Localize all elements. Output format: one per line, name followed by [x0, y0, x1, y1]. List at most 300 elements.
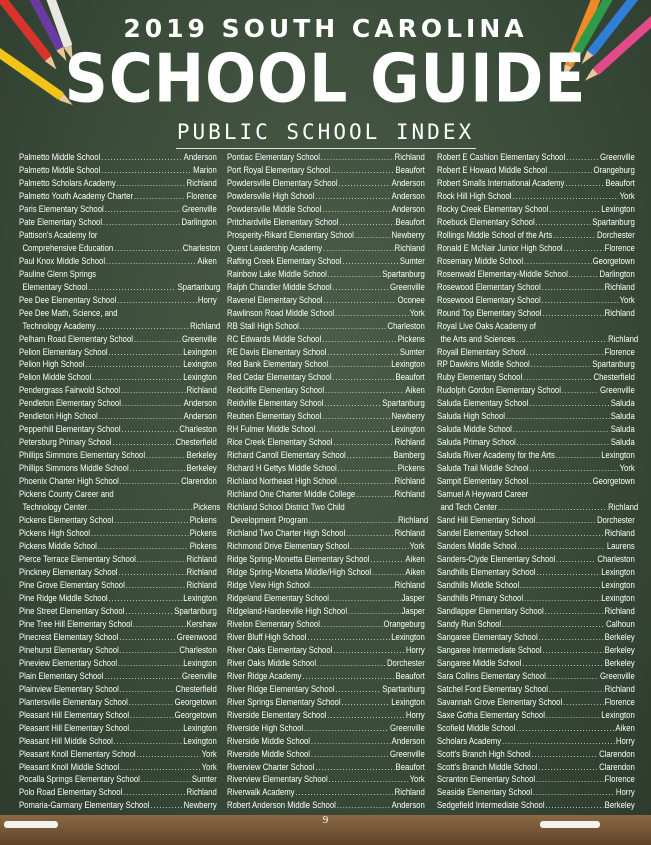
school-name: Pleasant Hill Elementary School: [19, 709, 130, 720]
school-entry: [19, 540, 217, 553]
school-entry: [227, 696, 425, 709]
dot-leader: [121, 423, 178, 436]
school-name: Richland Northeast High School: [227, 476, 337, 487]
school-name: Paris Elementary School: [19, 203, 104, 214]
school-county: Charleston: [179, 644, 217, 655]
school-county: Pickens: [189, 541, 217, 552]
school-entry: [437, 475, 635, 488]
school-entry: [19, 449, 217, 462]
school-entry: [227, 514, 428, 527]
school-entry: [227, 190, 425, 203]
school-county: Pickens: [189, 528, 217, 539]
school-county: Anderson: [183, 411, 217, 422]
school-name: Sangaree Elementary School: [437, 631, 538, 642]
school-county: Lexington: [391, 696, 425, 707]
school-entry: [19, 294, 217, 307]
dot-leader: [512, 190, 618, 203]
school-county: Calhoun: [605, 618, 635, 629]
school-name: Saluda Middle School: [437, 424, 512, 435]
school-name: Plainview Elementary School: [19, 683, 119, 694]
dot-leader: [146, 449, 186, 462]
school-entry: [437, 346, 635, 359]
school-entry: [19, 462, 217, 475]
school-entry: [19, 346, 217, 359]
school-entry: [227, 346, 425, 359]
school-name: Rosenwald Elementary-Middle School: [437, 268, 568, 279]
school-name: Sampit Elementary School: [437, 476, 529, 487]
school-county: Darlington: [599, 268, 635, 279]
school-entry: [437, 514, 635, 527]
dot-leader: [520, 579, 600, 592]
school-county: Aiken: [405, 566, 425, 577]
school-name: Pendleton High School: [19, 411, 98, 422]
school-entry: [19, 177, 217, 190]
school-entry: [437, 670, 635, 683]
school-county: Richland: [394, 579, 425, 590]
school-name: Pocalla Springs Elementary School: [19, 774, 140, 785]
dot-leader: [566, 151, 599, 164]
dot-leader: [91, 527, 189, 540]
school-name: Rudolph Gordon Elementary School: [437, 385, 561, 396]
school-entry: [437, 605, 635, 618]
school-name: River Oaks Elementary School: [227, 644, 333, 655]
school-entry: [437, 799, 635, 812]
school-name: Phillips Simmons Elementary School: [19, 450, 146, 461]
school-name: Richard Carroll Elementary School: [227, 450, 346, 461]
school-entry: [437, 774, 635, 787]
school-name: RC Edwards Middle School: [227, 333, 322, 344]
school-entry: [19, 786, 217, 799]
dot-leader: [333, 436, 394, 449]
school-county: Chesterfield: [175, 437, 217, 448]
school-entry: [227, 203, 425, 216]
school-name: Comprehensive Education: [22, 242, 114, 253]
school-county: York: [409, 541, 425, 552]
school-county: Charleston: [182, 242, 221, 253]
school-county: Richland: [186, 177, 217, 188]
school-entry: [227, 722, 425, 735]
school-name: Powdersville Middle School: [227, 203, 322, 214]
school-name: Richmond Drive Elementary School: [227, 541, 350, 552]
school-county: Horry: [405, 644, 425, 655]
dot-leader: [346, 527, 394, 540]
school-county: Horry: [197, 294, 217, 305]
school-county: Saluda: [610, 411, 635, 422]
dot-leader: [542, 644, 603, 657]
school-entry: [437, 566, 635, 579]
school-name: Robert Anderson Middle School: [227, 800, 336, 811]
school-name: Saluda Primary School: [437, 437, 516, 448]
dot-leader: [117, 177, 186, 190]
school-entry: [19, 696, 217, 709]
school-name: RE Davis Elementary School: [227, 346, 327, 357]
dot-leader: [114, 242, 182, 255]
dot-leader: [92, 371, 182, 384]
school-entry: [227, 527, 425, 540]
school-entry: [437, 333, 638, 346]
dot-leader: [120, 644, 179, 657]
school-name: Pendleton Elementary School: [19, 398, 121, 409]
school-name: RP Dawkins Middle School: [437, 359, 530, 370]
school-entry: [437, 579, 635, 592]
school-entry: [437, 268, 635, 281]
school-name: Palmetto Middle School: [19, 151, 101, 162]
dot-leader: [122, 397, 183, 410]
school-entry: [437, 527, 635, 540]
school-county: Greenville: [599, 670, 635, 681]
school-county: Lexington: [391, 631, 425, 642]
school-county: Beaufort: [605, 177, 635, 188]
school-name: the Arts and Sciences: [440, 333, 516, 344]
school-name: Riverside Middle School: [227, 748, 311, 759]
school-county: Lexington: [183, 359, 217, 370]
school-county: Richland: [394, 489, 425, 500]
school-name: Scranton Elementary School: [437, 774, 536, 785]
school-entry: [227, 371, 425, 384]
dot-leader: [338, 177, 390, 190]
dot-leader: [524, 255, 592, 268]
school-name: Seaside Elementary School: [437, 787, 533, 798]
school-name: Palmetto Middle School: [19, 164, 101, 175]
school-entry: [19, 423, 217, 436]
dot-leader: [118, 566, 185, 579]
dot-leader: [315, 761, 394, 774]
school-county: Lexington: [601, 579, 635, 590]
school-entry: [437, 696, 635, 709]
school-entry: [19, 657, 217, 670]
school-entry: [19, 268, 217, 281]
dot-leader: [338, 475, 394, 488]
dot-leader: [355, 229, 391, 242]
dot-leader: [114, 514, 189, 527]
school-name: Samuel A Heyward Career: [437, 489, 529, 500]
dot-leader: [321, 618, 383, 631]
school-county: Richland: [604, 307, 635, 318]
school-name: Ronald E McNair Junior High School: [437, 242, 563, 253]
subtitle-underline: [176, 148, 476, 149]
school-county: Horry: [615, 735, 635, 746]
dot-leader: [332, 371, 394, 384]
school-name: Polo Road Elementary School: [19, 787, 123, 798]
dot-leader: [556, 553, 596, 566]
school-county: Lexington: [183, 592, 217, 603]
dot-leader: [563, 696, 604, 709]
school-entry: [19, 307, 217, 320]
dot-leader: [546, 709, 601, 722]
dot-leader: [85, 359, 182, 372]
school-name: Rock Hill High School: [437, 190, 512, 201]
dot-leader: [529, 475, 592, 488]
school-name: RH Fulmer Middle School: [227, 424, 316, 435]
school-county: Charleston: [179, 424, 217, 435]
school-entry: [437, 683, 635, 696]
school-entry: [437, 307, 635, 320]
dot-leader: [536, 774, 604, 787]
school-county: Marion: [193, 164, 217, 175]
school-county: Richland: [604, 683, 635, 694]
school-county: Newberry: [183, 800, 217, 811]
dot-leader: [502, 618, 605, 631]
dot-leader: [516, 722, 614, 735]
school-entry: [19, 203, 217, 216]
dot-leader: [311, 748, 389, 761]
school-entry: [19, 410, 217, 423]
dot-leader: [372, 566, 405, 579]
school-county: Lexington: [601, 709, 635, 720]
school-entry: [227, 709, 425, 722]
school-county: Richland: [394, 242, 425, 253]
school-name: Pinckney Elementary School: [19, 566, 118, 577]
school-entry: [19, 579, 217, 592]
dot-leader: [311, 735, 391, 748]
school-entry: [437, 294, 635, 307]
dot-leader: [307, 631, 390, 644]
dot-leader: [545, 605, 604, 618]
school-county: Sumter: [191, 774, 217, 785]
dot-leader: [311, 579, 394, 592]
school-name: Rosewood Elementary School: [437, 294, 541, 305]
school-name: Powdersville Elementary School: [227, 177, 338, 188]
school-entry: [227, 618, 425, 631]
school-county: Sumter: [399, 346, 425, 357]
school-entry: [437, 397, 635, 410]
school-entry: [227, 501, 425, 514]
dot-leader: [106, 255, 197, 268]
school-entry: [19, 320, 220, 333]
school-county: Aiken: [197, 255, 217, 266]
school-county: Georgetown: [174, 709, 217, 720]
school-entry: [19, 683, 217, 696]
dot-leader: [332, 281, 389, 294]
index-column-3: [437, 151, 639, 812]
school-entry: [437, 761, 635, 774]
school-county: Berkeley: [604, 657, 635, 668]
school-name: Rainbow Lake Middle School: [227, 268, 327, 279]
school-name: Sandlapper Elementary School: [437, 605, 544, 616]
dot-leader: [120, 475, 181, 488]
school-name: Saxe Gotha Elementary School: [437, 709, 545, 720]
school-name: Pomaria-Garmany Elementary School: [19, 800, 150, 811]
school-name: Richland School District Two Child: [227, 502, 345, 513]
school-entry: [437, 631, 635, 644]
dot-leader: [101, 151, 183, 164]
school-county: York: [619, 463, 635, 474]
school-entry: [19, 709, 217, 722]
school-county: Greenville: [181, 333, 217, 344]
dot-leader: [337, 799, 391, 812]
school-name: Richard H Gettys Middle School: [227, 463, 337, 474]
school-name: Pierce Terrace Elementary School: [19, 554, 136, 565]
dot-leader: [536, 514, 596, 527]
dot-leader: [335, 683, 381, 696]
school-entry: [227, 540, 425, 553]
index-column-2: [227, 151, 429, 812]
dot-leader: [549, 683, 604, 696]
school-entry: [19, 670, 217, 683]
school-entry: [19, 514, 217, 527]
school-county: York: [409, 774, 425, 785]
dot-leader: [329, 774, 409, 787]
school-entry: [19, 333, 217, 346]
school-name: Pleasant Knoll Middle School: [19, 761, 120, 772]
school-county: Richland: [394, 787, 425, 798]
school-name: Pickens High School: [19, 528, 90, 539]
school-name: Pate Elementary School: [19, 216, 103, 227]
school-name: Prosperity-Rikard Elementary School: [227, 229, 354, 240]
school-county: Sumter: [399, 255, 425, 266]
dot-leader: [339, 216, 394, 229]
dot-leader: [96, 320, 189, 333]
school-name: Paul Knox Middle School: [19, 255, 106, 266]
school-county: Richland: [186, 385, 217, 396]
school-name: Pine Grove Elementary School: [19, 579, 125, 590]
school-county: Greenville: [599, 151, 635, 162]
school-county: Lexington: [183, 735, 217, 746]
school-entry: [437, 553, 635, 566]
school-name: Quest Leadership Academy: [227, 242, 323, 253]
school-name: Pine Tree Hill Elementary School: [19, 618, 133, 629]
dot-leader: [516, 333, 607, 346]
school-name: Scofield Middle School: [437, 722, 516, 733]
school-entry: [437, 216, 635, 229]
school-entry: [227, 579, 425, 592]
school-entry: [437, 501, 638, 514]
school-county: Spartanburg: [174, 605, 217, 616]
school-entry: [19, 735, 217, 748]
school-name: Sandhills Primary School: [437, 592, 524, 603]
school-county: Horry: [405, 709, 425, 720]
school-county: Anderson: [391, 190, 425, 201]
school-entry: [227, 229, 425, 242]
school-county: Anderson: [183, 398, 217, 409]
dot-leader: [531, 748, 598, 761]
school-name: Robert E Cashion Elementary School: [437, 151, 566, 162]
school-county: Dorchester: [596, 229, 635, 240]
dot-leader: [547, 670, 599, 683]
school-county: Berkeley: [604, 644, 635, 655]
school-county: Florence: [186, 190, 217, 201]
school-name: RB Stall High School: [227, 320, 299, 331]
school-name: Pleasant Hill Elementary School: [19, 722, 130, 733]
dot-leader: [556, 449, 601, 462]
school-entry: [19, 229, 217, 242]
school-county: York: [201, 748, 217, 759]
school-entry: [437, 190, 635, 203]
school-entry: [437, 436, 635, 449]
school-county: Lexington: [601, 566, 635, 577]
school-name: Plain Elementary School: [19, 670, 104, 681]
school-entry: [227, 307, 425, 320]
dot-leader: [315, 190, 391, 203]
school-county: Lexington: [183, 346, 217, 357]
school-county: Greenville: [181, 203, 217, 214]
school-entry: [227, 774, 425, 787]
school-name: Riverside Middle School: [227, 735, 311, 746]
school-name: Richland One Charter Middle College: [227, 489, 356, 500]
school-entry: [227, 281, 425, 294]
school-county: Richland: [394, 476, 425, 487]
school-county: Richland: [604, 281, 635, 292]
dot-leader: [548, 164, 593, 177]
school-entry: [437, 592, 635, 605]
dot-leader: [322, 410, 391, 423]
school-county: Jasper: [401, 592, 425, 603]
school-entry: [437, 748, 635, 761]
dot-leader: [112, 436, 174, 449]
school-name: Pritchardville Elementary School: [227, 216, 339, 227]
school-name: Saluda River Academy for the Arts: [437, 450, 555, 461]
school-entry: [227, 410, 425, 423]
dot-leader: [513, 423, 610, 436]
school-name: Round Top Elementary School: [437, 307, 542, 318]
school-county: Charleston: [597, 554, 635, 565]
school-county: Georgetown: [592, 255, 635, 266]
page-number: 9: [322, 814, 329, 826]
dot-leader: [134, 190, 186, 203]
school-county: Richland: [186, 566, 217, 577]
school-county: Bamberg: [393, 450, 425, 461]
dot-leader: [342, 255, 399, 268]
school-entry: [19, 488, 217, 501]
school-name: Pelion Elementary School: [19, 346, 108, 357]
school-name: Sandy Run School: [437, 618, 502, 629]
school-county: Anderson: [183, 151, 217, 162]
school-entry: [437, 255, 635, 268]
school-entry: [227, 657, 425, 670]
dot-leader: [542, 294, 619, 307]
school-name: Ruby Elementary School: [437, 372, 523, 383]
dot-leader: [121, 384, 186, 397]
school-county: Richland: [604, 605, 635, 616]
school-county: Berkeley: [186, 463, 217, 474]
school-entry: [437, 281, 635, 294]
school-county: York: [619, 294, 635, 305]
year-title: 2019 SOUTH CAROLINA: [123, 14, 528, 43]
school-name: Pleasant Knoll Elementary School: [19, 748, 136, 759]
school-name: Riverview Elementary School: [227, 774, 328, 785]
school-name: Rawlinson Road Middle School: [227, 307, 335, 318]
school-entry: [437, 735, 635, 748]
school-county: Richland: [394, 437, 425, 448]
dot-leader: [130, 462, 186, 475]
school-name: Pine Ridge Middle School: [19, 592, 108, 603]
school-county: Richland: [186, 579, 217, 590]
dot-leader: [134, 333, 181, 346]
school-county: Anderson: [391, 203, 425, 214]
school-county: Aiken: [615, 722, 635, 733]
index-subtitle: PUBLIC SCHOOL INDEX: [176, 120, 475, 144]
school-county: Spartanburg: [177, 281, 221, 292]
school-name: Rocky Creek Elementary School: [437, 203, 549, 214]
school-name: Pendergrass Fairwold School: [19, 385, 121, 396]
school-name: Pleasant Hill Middle School: [19, 735, 113, 746]
school-name: Red Bank Elementary School: [227, 359, 329, 370]
dot-leader: [322, 203, 391, 216]
school-name: Port Royal Elementary School: [227, 164, 331, 175]
school-county: Jasper: [401, 605, 425, 616]
school-county: Lexington: [183, 722, 217, 733]
dot-leader: [123, 786, 186, 799]
school-entry: [19, 722, 217, 735]
school-entry: [227, 449, 425, 462]
school-name: Royal Live Oaks Academy of: [437, 320, 536, 331]
school-county: Florence: [604, 774, 635, 785]
school-entry: [19, 631, 217, 644]
school-entry: [19, 501, 220, 514]
school-county: Kershaw: [186, 618, 217, 629]
school-county: Pickens: [397, 463, 425, 474]
school-name: Palmetto Scholars Academy: [19, 177, 116, 188]
